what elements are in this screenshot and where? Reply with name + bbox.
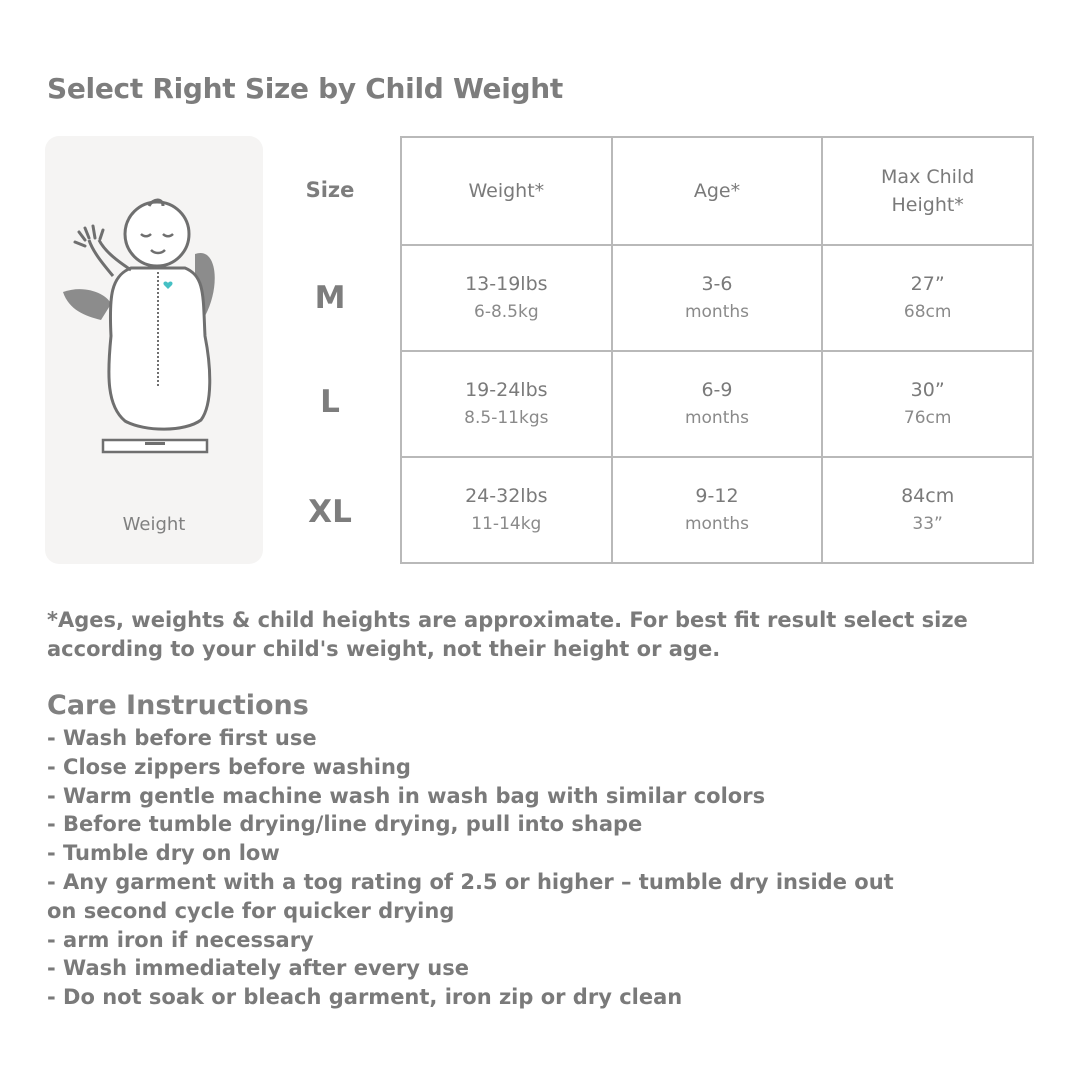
- page-title: Select Right Size by Child Weight: [47, 72, 563, 105]
- list-item: - Wash immediately after every use: [47, 956, 469, 981]
- table-row: [401, 351, 1033, 457]
- size-table: [400, 136, 1034, 564]
- weight-lbs: 19-24lbs: [465, 379, 548, 401]
- size-xl: XL: [308, 494, 352, 530]
- size-header: Size: [305, 178, 355, 202]
- weight-header: Weight*: [401, 137, 612, 245]
- weight-cell: [401, 457, 612, 563]
- table-header-row: [401, 137, 1033, 245]
- list-item: - Any garment with a tog rating of 2.5 or higher – tumble dry inside out: [47, 869, 894, 894]
- height-secondary: 68cm: [903, 302, 952, 322]
- height-cell: [822, 457, 1033, 563]
- list-item: - Tumble dry on low: [47, 841, 280, 866]
- size-m: M: [314, 280, 346, 316]
- weight-cell: [401, 245, 612, 351]
- approximation-note: *Ages, weights & child heights are approximate. For best fit result select size according to your child's weight, not their height or age.: [47, 608, 968, 661]
- age-range: 3-6: [701, 273, 733, 295]
- table-row: [401, 457, 1033, 563]
- height-cell: [822, 351, 1033, 457]
- weight-cell: [401, 351, 612, 457]
- age-cell: [612, 351, 823, 457]
- weight-label: Weight: [122, 514, 186, 535]
- height-secondary: 33”: [912, 514, 943, 534]
- age-unit: months: [684, 302, 749, 322]
- list-item: - Before tumble drying/line drying, pull into shape: [47, 812, 643, 837]
- baby-on-scale-icon: [45, 136, 263, 564]
- list-item: on second cycle for quicker drying: [47, 898, 455, 923]
- list-item: - arm iron if necessary: [47, 927, 314, 952]
- weight-kg: 8.5-11kgs: [464, 408, 549, 428]
- age-unit: months: [684, 408, 749, 428]
- age-header: Age*: [612, 137, 823, 245]
- age-unit: months: [684, 514, 749, 534]
- table-row: [401, 245, 1033, 351]
- care-title: Care Instructions: [47, 690, 309, 721]
- weight-lbs: 13-19lbs: [465, 273, 548, 295]
- age-cell: [612, 457, 823, 563]
- height-primary: 27”: [910, 273, 945, 295]
- weight-illustration-panel: [45, 136, 263, 564]
- list-item: - Close zippers before washing: [47, 754, 411, 779]
- height-secondary: 76cm: [903, 408, 952, 428]
- weight-kg: 11-14kg: [471, 514, 542, 534]
- size-l: L: [320, 384, 340, 420]
- list-item: - Warm gentle machine wash in wash bag with similar colors: [47, 783, 766, 808]
- list-item: - Do not soak or bleach garment, iron zip or dry clean: [47, 985, 683, 1010]
- weight-lbs: 24-32lbs: [465, 485, 548, 507]
- height-header-label: Max Child Height*: [881, 166, 975, 216]
- age-range: 9-12: [695, 485, 739, 507]
- height-cell: [822, 245, 1033, 351]
- age-range: 6-9: [701, 379, 733, 401]
- height-primary: 30”: [910, 379, 945, 401]
- weight-kg: 6-8.5kg: [474, 302, 539, 322]
- height-primary: 84cm: [901, 485, 955, 507]
- height-header: [822, 137, 1033, 245]
- care-list: [47, 724, 894, 1012]
- age-cell: [612, 245, 823, 351]
- list-item: - Wash before first use: [47, 726, 317, 750]
